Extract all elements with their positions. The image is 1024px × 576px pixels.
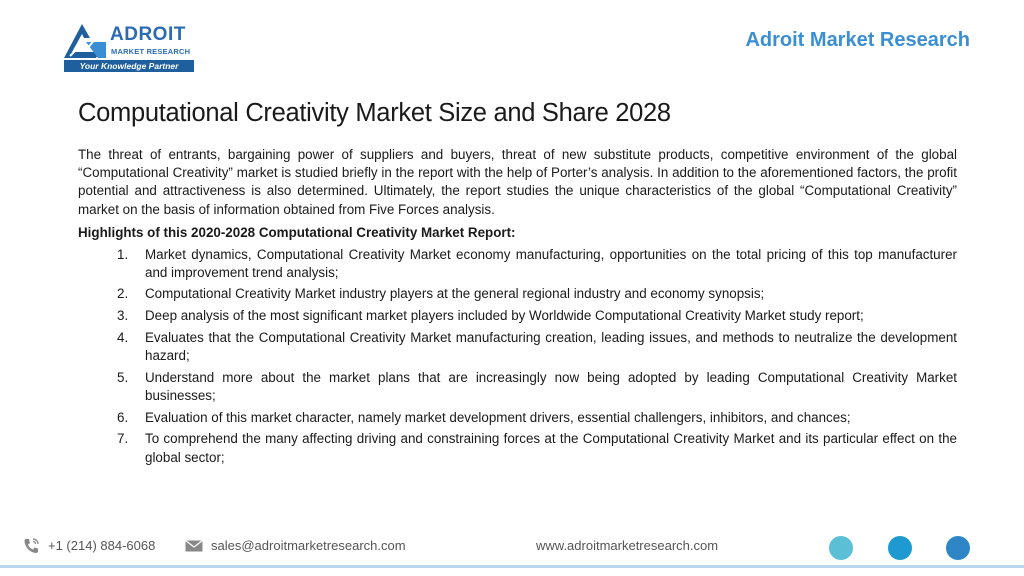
decorative-dot xyxy=(888,536,912,560)
list-item-text: Deep analysis of the most significant market players included by Worldwide Computational Creativity Market study report; xyxy=(145,308,864,324)
list-item-number: 3. xyxy=(117,308,129,324)
mail-icon xyxy=(185,540,203,552)
list-item-text: To comprehend the many affecting driving and constraining forces at the Computational Creativity Market and its particular effect on the global sector; xyxy=(145,431,957,465)
list-item-number: 6. xyxy=(117,409,129,425)
intro-paragraph: The threat of entrants, bargaining power of suppliers and buyers, threat of new substitute products, competitive environment of the global “Computational Creativity” market is studied briefly in the report with the help of Porter’s analysis. In addition to the aforementioned factors, the profit potential and attractiveness is also determined. Ultimately, the report studies the unique characteristics of the global “Computational Creativity” market on the basis of information obtained from Five Forces analysis. xyxy=(78,147,957,217)
list-item-text: Computational Creativity Market industry players at the general regional industry and economy synopsis; xyxy=(145,286,765,302)
list-item-number: 1. xyxy=(117,246,129,262)
list-item-number: 5. xyxy=(117,369,129,385)
list-item-number: 4. xyxy=(117,329,129,345)
list-item xyxy=(78,369,957,405)
list-item xyxy=(78,246,957,282)
list-item-text: Evaluates that the Computational Creativity Market manufacturing creation, leading issues, and methods to neutralize the development hazard; xyxy=(145,329,957,364)
list-item xyxy=(78,329,957,365)
footer-email[interactable]: sales@adroitmarketresearch.com xyxy=(211,538,406,553)
main-content xyxy=(78,146,957,467)
list-item xyxy=(78,409,957,427)
list-item-text: Market dynamics, Computational Creativity Market economy manufacturing, opportunities on the total pricing of this top manufacturer and improvement trend analysis; xyxy=(145,246,957,280)
footer-phone[interactable]: +1 (214) 884-6068 xyxy=(48,538,156,553)
highlights-list xyxy=(78,246,957,467)
list-item-text: Understand more about the market plans that are increasingly now being adopted by leading Computational Creativity Market businesses; xyxy=(145,369,957,403)
footer-divider xyxy=(0,565,1024,568)
page-title: Computational Creativity Market Size and Share 2028 xyxy=(78,99,671,127)
highlights-heading: Highlights of this 2020-2028 Computational Creativity Market Report: xyxy=(78,224,516,240)
list-item xyxy=(78,430,957,466)
logo-tagline: Your Knowledge Partner xyxy=(64,60,194,72)
list-item xyxy=(78,307,957,325)
list-item-text: Evaluation of this market character, namely market development drivers, essential challengers, inhibitors, and chances; xyxy=(145,409,851,425)
list-item xyxy=(78,285,957,303)
list-item-number: 2. xyxy=(117,286,129,302)
phone-icon xyxy=(22,537,40,555)
header-brand: Adroit Market Research xyxy=(745,29,970,51)
logo-mark-icon xyxy=(62,22,108,60)
decorative-dot xyxy=(946,536,970,560)
logo-subtitle: MARKET RESEARCH xyxy=(111,47,191,56)
list-item-number: 7. xyxy=(117,431,129,447)
decorative-dot xyxy=(829,536,853,560)
logo-brand: ADROIT xyxy=(110,24,186,45)
footer-website[interactable]: www.adroitmarketresearch.com xyxy=(536,538,719,553)
company-logo xyxy=(62,22,197,74)
footer xyxy=(0,536,1024,558)
